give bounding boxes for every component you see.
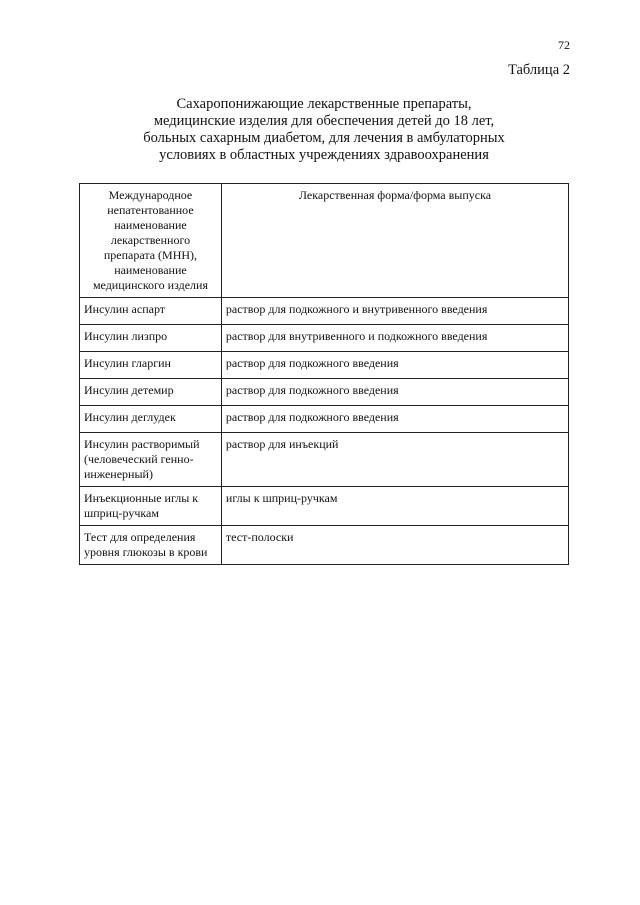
cell-line: Инсулин растворимый (84, 437, 200, 451)
cell-line: Инсулин аспарт (84, 302, 166, 316)
header-line: наименование (114, 263, 187, 277)
cell-line: Инсулин деглудек (84, 410, 176, 424)
drug-name-cell (80, 352, 222, 379)
cell-line: Инъекционные иглы к (84, 491, 199, 505)
cell-line: раствор для подкожного введения (225, 383, 399, 397)
drug-name-cell (80, 379, 222, 406)
title-line: условиях в областных учреждениях здравоохранения (159, 147, 489, 163)
cell-line: шприц-ручкам (84, 506, 159, 520)
drug-form-cell (221, 526, 568, 565)
cell-line: иглы к шприц-ручкам (225, 491, 338, 505)
table-row (80, 352, 569, 379)
drug-form-cell (221, 352, 568, 379)
header-line: медицинского изделия (92, 278, 208, 292)
cell-line: Инсулин гларгин (84, 356, 171, 370)
drugs-table (79, 183, 569, 565)
cell-line: (человеческий генно- (84, 452, 194, 466)
header-line: лекарственного (110, 233, 191, 247)
title-line: больных сахарным диабетом, для лечения в амбулаторных (143, 130, 505, 146)
drug-form-cell (221, 406, 568, 433)
cell-line: Инсулин детемир (84, 383, 174, 397)
header-line: Международное (108, 188, 193, 202)
drug-form-cell (221, 325, 568, 352)
table-row (80, 487, 569, 526)
drug-name-cell (80, 487, 222, 526)
page-number: 72 (558, 38, 570, 52)
table-row (80, 433, 569, 487)
title-line: Сахаропонижающие лекарственные препараты, (176, 96, 472, 112)
cell-line: раствор для подкожного введения (225, 356, 399, 370)
header-name-column (80, 184, 222, 298)
table-row (80, 526, 569, 565)
cell-line: Инсулин лизпро (84, 329, 168, 343)
drug-name-cell (80, 325, 222, 352)
cell-line: уровня глюкозы в крови (84, 545, 208, 559)
cell-line: раствор для инъекций (225, 437, 339, 451)
table-row (80, 298, 569, 325)
drug-form-cell (221, 487, 568, 526)
cell-line: раствор для подкожного и внутривенного введения (225, 302, 488, 316)
drug-form-cell (221, 433, 568, 487)
drug-form-cell (221, 379, 568, 406)
drug-form-cell (221, 298, 568, 325)
header-line: непатентованное (107, 203, 194, 217)
cell-line: раствор для подкожного введения (225, 410, 399, 424)
cell-line: тест-полоски (225, 530, 294, 544)
document-title (80, 96, 568, 164)
header-form-column (221, 184, 568, 298)
drug-name-cell (80, 526, 222, 565)
header-line: наименование (114, 218, 187, 232)
drug-name-cell (80, 298, 222, 325)
drug-name-cell (80, 406, 222, 433)
drug-name-cell (80, 433, 222, 487)
cell-line: инженерный) (84, 467, 153, 481)
table-row (80, 379, 569, 406)
title-line: медицинские изделия для обеспечения детей до 18 лет, (153, 113, 495, 129)
cell-line: раствор для внутривенного и подкожного введения (225, 329, 488, 343)
header-line: препарата (МНН), (103, 248, 198, 262)
table-row (80, 406, 569, 433)
table-row (80, 325, 569, 352)
header-line: Лекарственная форма/форма выпуска (298, 188, 492, 202)
table-header-row (80, 184, 569, 298)
cell-line: Тест для определения (84, 530, 196, 544)
table-caption: Таблица 2 (507, 62, 570, 78)
